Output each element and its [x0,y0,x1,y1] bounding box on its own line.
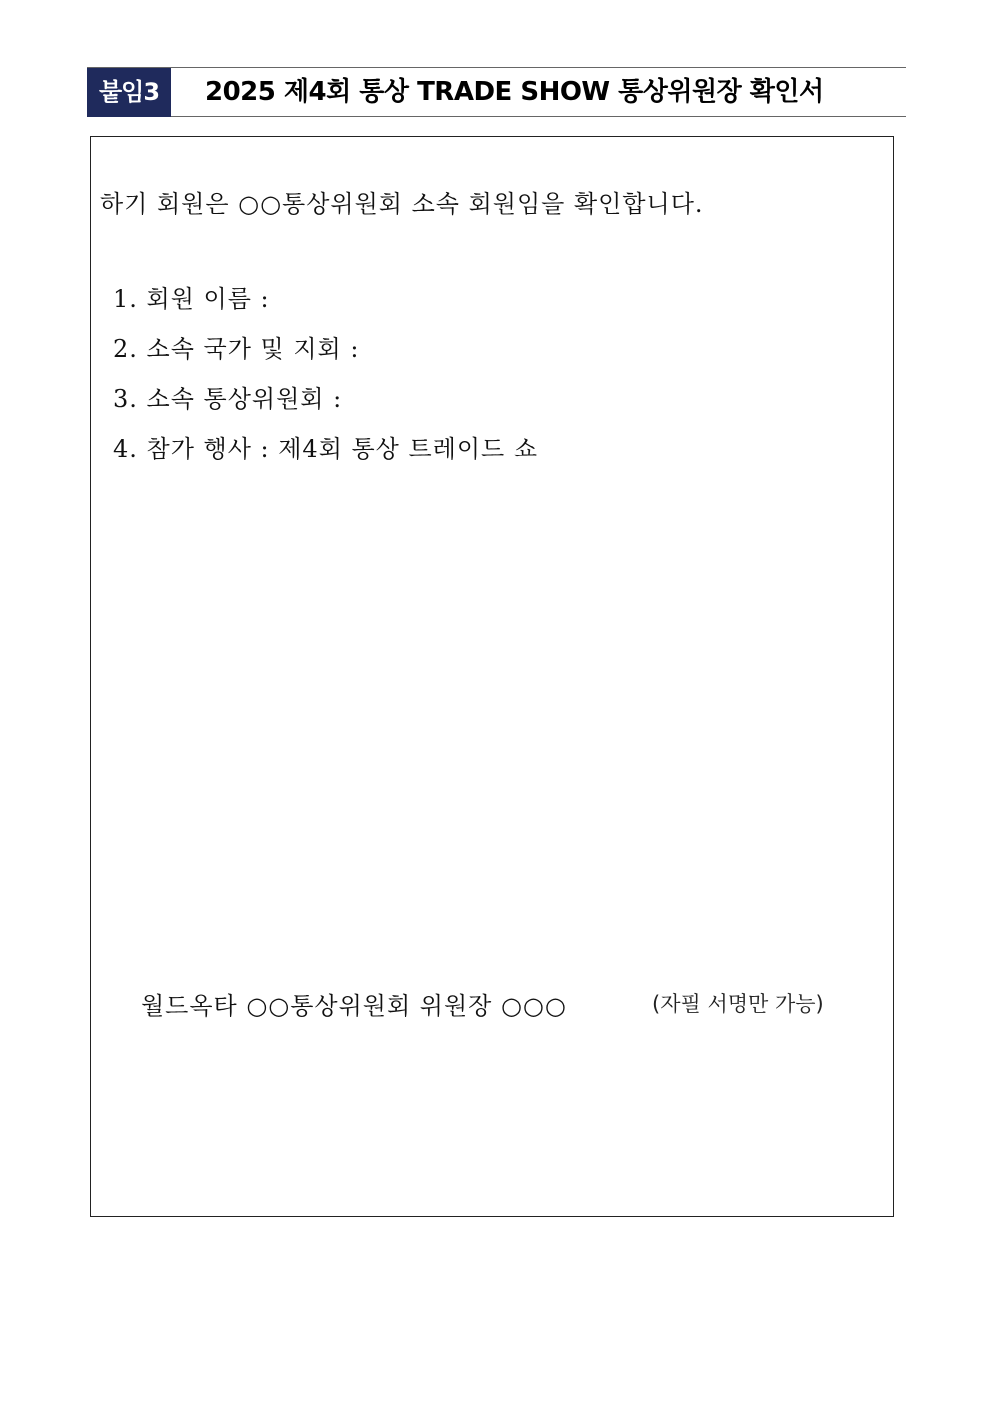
field-trade-committee: 3. 소속 통상위원회 : [113,385,343,413]
signature-note: (자필 서명만 가능) [652,992,824,1016]
field-country-chapter: 2. 소속 국가 및 지회 : [113,335,360,363]
field-member-name: 1. 회원 이름 : [113,285,270,313]
field-event: 4. 참가 행사 : 제4회 통상 트레이드 쇼 [113,435,539,463]
confirmation-form-box [90,136,894,1217]
document-header [87,67,906,117]
signature-line: 월드옥타 ○○통상위원회 위원장 ○○○ [141,992,567,1020]
intro-statement: 하기 회원은 ○○통상위원회 소속 회원임을 확인합니다. [100,190,704,218]
attachment-badge: 붙임3 [87,68,171,117]
document-title: 2025 제4회 통상 TRADE SHOW 통상위원장 확인서 [205,77,824,107]
form-field-list [113,284,538,484]
